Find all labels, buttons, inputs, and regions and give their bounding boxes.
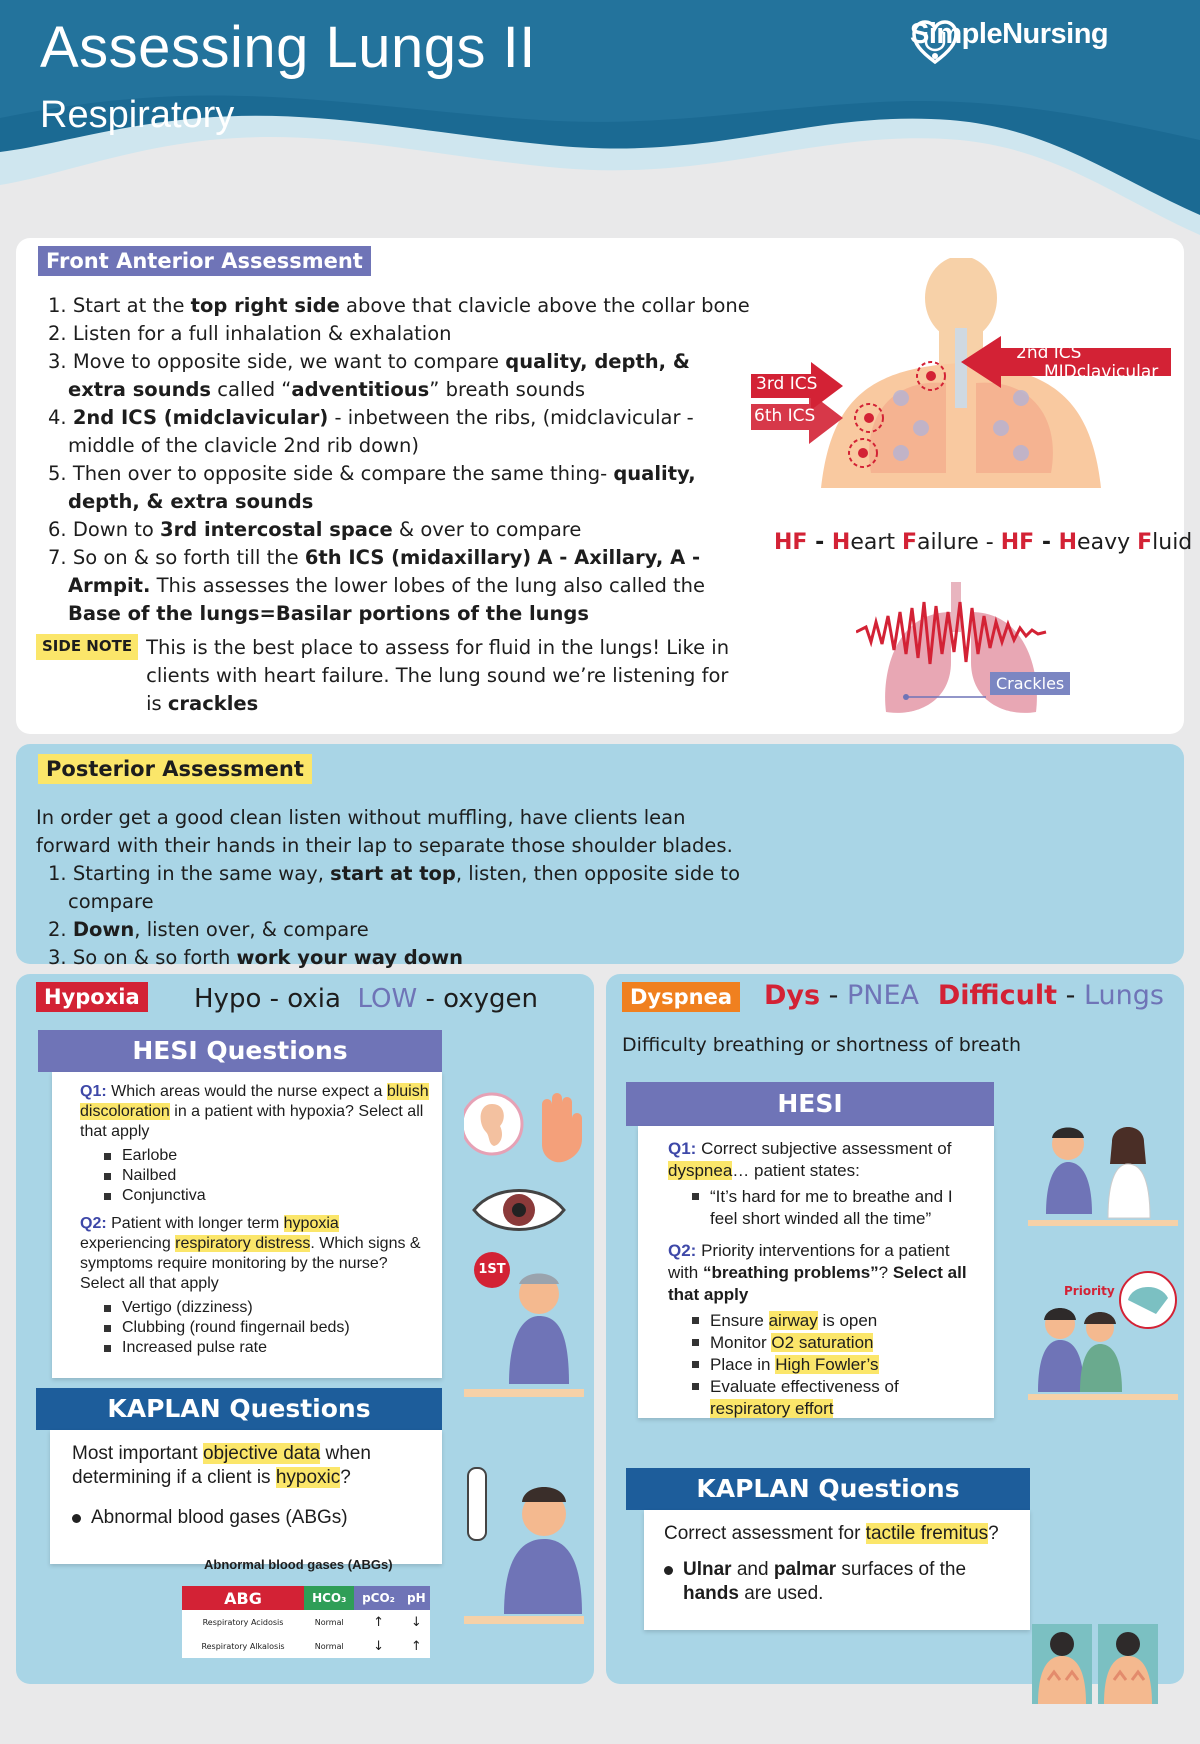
hypoxia-heading: Hypo - oxia LOW - oxygen	[194, 984, 538, 1014]
abg-cell: ↓	[373, 1638, 384, 1654]
answer-item: Conjunctiva	[100, 1186, 430, 1206]
hypoxia-q1: Q1: Which areas would the nurse expect a bluish discoloration in a patient with hypoxia? Select all that apply	[80, 1083, 429, 1140]
answer-item: Vertigo (dizziness)	[100, 1298, 430, 1318]
abg-header-cell: pCO₂	[354, 1586, 402, 1610]
front-step-4: 4. 2nd ICS (midclavicular) - inbetween the ribs, (midclavicular - middle of the clavicle 2nd rib down)	[48, 406, 694, 457]
answer-item: Clubbing (round fingernail beds)	[100, 1318, 430, 1338]
dyspnea-definition: Difficulty breathing or shortness of breath	[622, 1034, 1021, 1056]
eye-icon	[474, 1191, 564, 1230]
patient-nurse-icon	[1028, 1127, 1178, 1226]
posterior-step-3: 3. So on & so forth work your way down	[48, 946, 464, 969]
nailbed-icon	[542, 1093, 582, 1162]
front-step-1: 1. Start at the top right side above that clavicle above the collar bone	[48, 294, 750, 317]
abg-cell: ↑	[410, 1638, 422, 1654]
side-note-tag: SIDE NOTE	[36, 634, 138, 660]
dyspnea-card	[606, 974, 1184, 1684]
abg-header-cell: ABG	[182, 1586, 304, 1610]
hf-mnemonic: HF - Heart Failure - HF - Heavy Fluid	[774, 530, 1193, 555]
front-anterior-card	[16, 238, 1193, 734]
answer-item: Increased pulse rate	[100, 1338, 430, 1358]
dyspnea-q2: Q2: Priority interventions for a patient with “breathing problems”? Select all that apply	[668, 1241, 967, 1304]
label-2nd-ics: 2nd ICS	[1016, 343, 1082, 363]
posterior-step-1: 1. Starting in the same way, start at top, listen, then opposite side to compare	[48, 862, 741, 913]
hypoxia-kaplan-question: Most important objective data when determining if a client is hypoxic?	[72, 1443, 371, 1488]
abg-cell: Respiratory Acidosis	[202, 1617, 284, 1627]
abg-header-row	[182, 1586, 430, 1610]
front-step-5: 5. Then over to opposite side & compare the same thing- quality, depth, & extra sounds	[48, 462, 696, 513]
abg-row	[182, 1634, 430, 1658]
dyspnea-illustrations	[1028, 1124, 1178, 1744]
hypoxia-tag: Hypoxia	[36, 982, 148, 1012]
abg-cell: Respiratory Alkalosis	[201, 1641, 285, 1651]
front-anterior-tag: Front Anterior Assessment	[38, 246, 371, 276]
dyspnea-kaplan-title: KAPLAN Questions	[626, 1468, 1030, 1510]
abg-header-cell: HCO₃	[304, 1586, 354, 1610]
answer-item: Nailbed	[100, 1166, 430, 1186]
answer-item: Place in High Fowler’s	[688, 1354, 982, 1376]
posterior-intro: In order get a good clean listen without muffling, have clients lean forward with their hands in their lap to separate those shoulder blades.	[36, 806, 733, 857]
dyspnea-tag: Dyspnea	[622, 982, 740, 1012]
dyspnea-q2-answers	[688, 1310, 982, 1420]
dyspnea-q1-answers	[688, 1186, 982, 1230]
earlobe-icon	[464, 1094, 522, 1154]
posterior-step-2: 2. Down, listen over, & compare	[48, 918, 369, 941]
tactile-fremitus-icon	[1032, 1624, 1158, 1704]
dyspnea-heading: Dys - PNEA Difficult - Lungs	[764, 980, 1164, 1011]
abg-cell: Normal	[314, 1617, 344, 1627]
abg-table	[182, 1586, 430, 1658]
hypoxia-hesi-title: HESI Questions	[38, 1030, 442, 1072]
abg-cell: ↑	[373, 1614, 384, 1630]
page-subtitle: Respiratory	[40, 94, 235, 136]
first-badge: 1ST	[474, 1252, 510, 1288]
header-banner	[0, 0, 1200, 240]
hypoxia-card	[16, 974, 594, 1684]
hypoxia-q2: Q2: Patient with longer term hypoxia experiencing respiratory distress. Which signs & symptoms require monitoring by the nurse? Select all that apply	[80, 1215, 421, 1292]
dyspnea-kaplan-question: Correct assessment for tactile fremitus?	[664, 1523, 999, 1544]
answer-item: Earlobe	[100, 1146, 430, 1166]
front-step-6: 6. Down to 3rd intercostal space & over to compare	[48, 518, 582, 541]
answer-item: Monitor O2 saturation	[688, 1332, 982, 1354]
label-6th-ics: 6th ICS	[754, 406, 816, 426]
posterior-tag: Posterior Assessment	[38, 754, 312, 784]
abg-row	[182, 1610, 430, 1634]
posterior-card	[16, 744, 1184, 969]
label-midclavicular: MIDclavicular	[1044, 362, 1159, 382]
stethoscope-heart-icon	[910, 18, 960, 68]
side-note-text: This is the best place to assess for fluid in the lungs! Like in clients with heart failure. The lung sound we’re listening for is crackles	[146, 636, 730, 715]
dizzy-patient-icon	[464, 1274, 584, 1398]
priority-label: Priority	[1064, 1284, 1115, 1298]
bullet-icon	[664, 1566, 673, 1575]
dyspnea-kaplan-answer: Ulnar and palmar surfaces of the hands are used.	[664, 1558, 1016, 1606]
answer-item: Evaluate effectiveness of respiratory effort	[688, 1376, 982, 1420]
crackles-lungs-illustration	[856, 572, 1076, 722]
hypoxic-patient-icon	[464, 1468, 584, 1624]
abg-cell: Normal	[314, 1641, 344, 1651]
hypoxia-kaplan-box	[50, 1430, 442, 1564]
posterior-steps	[30, 860, 830, 972]
answer-item: Ensure airway is open	[688, 1310, 982, 1332]
hypoxia-q1-answers	[100, 1146, 430, 1206]
side-note	[36, 634, 736, 718]
abg-header-cell: pH	[403, 1586, 430, 1610]
dyspnea-hesi-box	[638, 1126, 994, 1418]
answer-item: “It’s hard for me to breathe and I feel short winded all the time”	[688, 1186, 982, 1230]
hypoxia-q2-answers	[100, 1298, 430, 1358]
abg-caption: Abnormal blood gases (ABGs)	[204, 1557, 393, 1572]
label-3rd-ics: 3rd ICS	[756, 374, 818, 394]
abg-cell: ↓	[410, 1614, 422, 1630]
brand-name: SimpleNursing	[910, 18, 1109, 50]
bullet-icon	[72, 1514, 81, 1523]
hypoxia-kaplan-title: KAPLAN Questions	[36, 1388, 442, 1430]
dyspnea-kaplan-box	[644, 1510, 1030, 1630]
page-title: Assessing Lungs II	[40, 15, 536, 80]
front-step-7: 7. So on & so forth till the 6th ICS (midaxillary) A - Axillary, A - Armpit. This assesses the lower lobes of the lung also called the Base of the lungs=Basilar portions of the lungs	[48, 546, 706, 625]
brand-logo	[910, 18, 1108, 51]
dyspnea-hesi-title: HESI	[626, 1082, 994, 1126]
hypoxia-kaplan-answer: Abnormal blood gases (ABGs)	[72, 1506, 426, 1530]
hypoxia-hesi-box	[52, 1072, 442, 1378]
front-step-3: 3. Move to opposite side, we want to compare quality, depth, & extra sounds called “adventitious” breath sounds	[48, 350, 690, 401]
crackles-label: Crackles	[990, 672, 1070, 695]
hypoxia-illustrations	[464, 1084, 584, 1704]
front-anterior-steps	[30, 292, 750, 628]
front-step-2: 2. Listen for a full inhalation & exhalation	[48, 322, 452, 345]
dyspnea-q1: Q1: Correct subjective assessment of dyspnea… patient states:	[668, 1139, 952, 1180]
